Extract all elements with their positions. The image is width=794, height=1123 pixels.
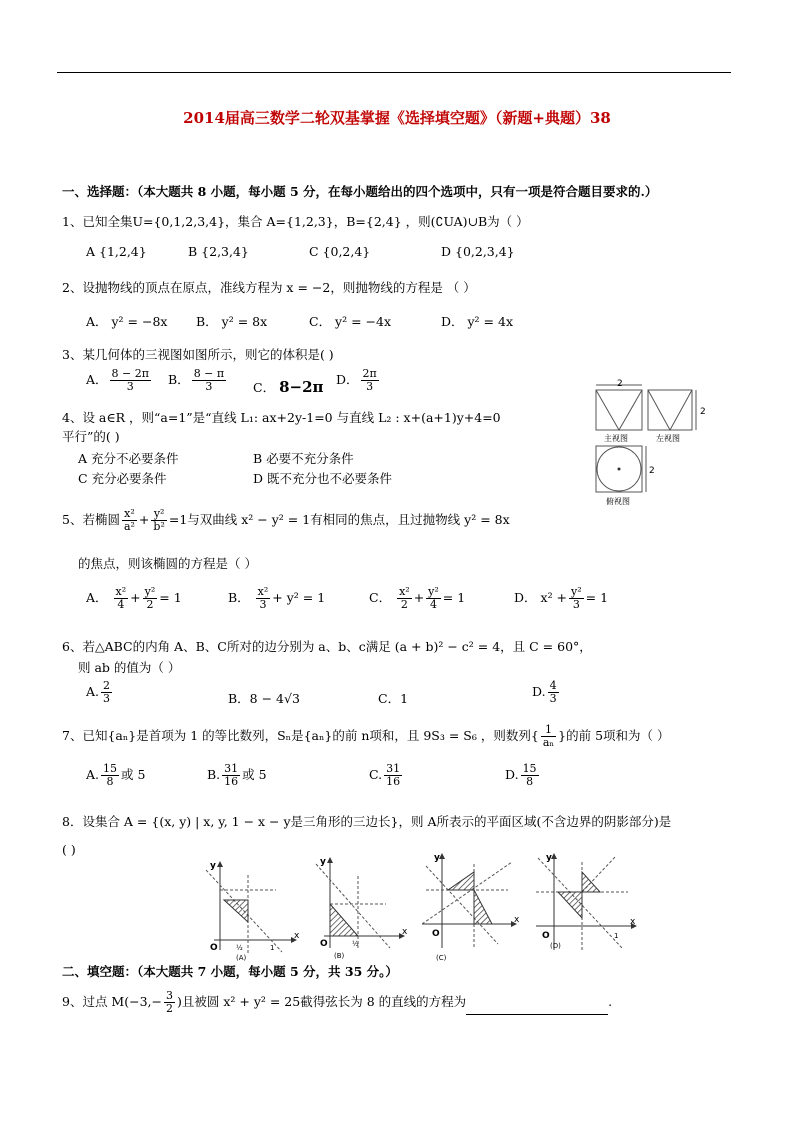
svg-text:(A): (A)	[236, 954, 247, 962]
q8-graph-options	[196, 852, 656, 962]
svg-text:(D): (D)	[550, 942, 561, 950]
q4-option-c: C 充分必要条件	[78, 471, 167, 486]
question-5-line-2: 的焦点，则该椭圆的方程是（ ）	[78, 556, 257, 571]
q2-option-b: B． y² = 8x	[196, 314, 268, 329]
q1-option-d: D {0,2,3,4}	[441, 244, 515, 259]
svg-text:1: 1	[614, 932, 619, 940]
q3-option-d: D． $\frac{2\pi}{3}$	[336, 367, 377, 393]
svg-text:½: ½	[236, 944, 243, 952]
q3-option-a: A． $\frac{8 - 2\pi}{3}$	[86, 367, 149, 393]
question-1: 1、已知全集U={0,1,2,3,4}，集合 A={1,2,3}，B={2,4} ，则(∁UA)∪B为（ ）	[62, 214, 529, 229]
q7-option-c: C. $\frac{31}{16}$	[369, 762, 401, 788]
q1-option-c: C {0,2,4}	[309, 244, 371, 259]
q4-option-b: B 必要不充分条件	[253, 451, 354, 466]
q7-option-a: A. $\frac{15}{8}$ 或 5	[86, 762, 146, 788]
question-3: 3、某几何体的三视图如图所示，则它的体积是( )	[62, 347, 334, 362]
question-6-line-2: 则 ab 的值为（ ）	[78, 660, 181, 675]
svg-text:y: y	[320, 857, 326, 867]
svg-text:2: 2	[649, 466, 655, 476]
q3-option-b: B． $\frac{8 - \pi}{3}$	[168, 367, 225, 393]
question-8-line-2: ( )	[62, 842, 76, 857]
q1-option-a: A {1,2,4}	[86, 244, 147, 259]
svg-text:俯视图: 俯视图	[606, 497, 630, 506]
q4-option-a: A 充分不必要条件	[78, 451, 179, 466]
svg-text:O: O	[542, 931, 550, 941]
question-7: 7、已知{aₙ}是首项为 1 的等比数列，Sₙ是{aₙ}的前 n项和，且 9S₃ = S₆ ，则数列{ $\frac{1}{\text{aₙ}}$ }的前 5项和为（ ）	[62, 723, 670, 749]
svg-text:O: O	[432, 929, 440, 939]
svg-text:主视图: 主视图	[604, 434, 628, 443]
svg-text:1: 1	[270, 944, 275, 952]
question-9: 9、过点 M(−3,− $\frac{3}{2}$ )且被圆 x² + y² = 25截得弦长为 8 的直线的方程为 .	[62, 989, 613, 1015]
page-title: 2014届高三数学二轮双基掌握《选择填空题》（新题+典题）38	[183, 109, 611, 127]
q3-option-c: C． 8−2π	[253, 378, 324, 396]
q2-option-a: A． y² = −8x	[86, 314, 168, 329]
question-4-line-2: 平行”的( )	[62, 429, 120, 444]
svg-text:左视图: 左视图	[656, 434, 680, 443]
q5-option-b: B． $\frac{\text{x²}}{3}$ + y² = 1	[228, 585, 326, 611]
q5-option-a: A． $\frac{\text{x²}}{4}$ + $\frac{\text{y²}}{2}$ = 1	[86, 585, 182, 611]
question-4-line-1: 4、设 a∈R ，则“a=1”是“直线 L₁: ax+2y-1=0 与直线 L₂ : x+(a+1)y+4=0	[62, 410, 501, 425]
question-8-line-1: 8．设集合 A = {(x, y) | x, y, 1 − x − y是三角形的三边长}，则 A所表示的平面区域(不含边界的阴影部分)是	[62, 814, 672, 829]
svg-text:x: x	[514, 915, 520, 925]
question-2: 2、设抛物线的顶点在原点，准线方程为 x = −2，则抛物线的方程是 （ ）	[62, 280, 476, 295]
q4-option-d: D 既不充分也不必要条件	[253, 471, 392, 486]
section-1-heading: 一、选择题：（本大题共 8 小题，每小题 5 分，在每小题给出的四个选项中，只有一项是符合题目要求的.）	[62, 184, 658, 199]
svg-text:2: 2	[700, 407, 706, 417]
svg-text:y: y	[434, 853, 440, 863]
q6-option-b: B．8 − 4√3	[228, 691, 300, 706]
three-view-figure	[590, 378, 712, 510]
svg-text:(C): (C)	[436, 954, 447, 962]
question-5-line-1: 5、若椭圆 $\frac{\text{x²}}{\text{a²}}$ + $\frac{\text{y²}}{\text{b²}}$ =1与双曲线 x² − y² = 1有相同的焦点，且过抛物线 y² = 8x	[62, 507, 510, 533]
q1-option-b: B {2,3,4}	[188, 244, 249, 259]
svg-text:x: x	[294, 931, 300, 941]
q6-option-a: A. $\frac{2}{3}$	[86, 679, 111, 705]
section-2-heading: 二、填空题：（本大题共 7 小题，每小题 5 分，共 35 分。）	[62, 964, 398, 979]
svg-text:y: y	[210, 861, 216, 871]
q7-option-d: D. $\frac{15}{8}$	[505, 762, 537, 788]
svg-text:O: O	[210, 943, 218, 953]
svg-text:x: x	[630, 917, 636, 927]
q8-graph-a	[206, 861, 300, 962]
svg-text:½: ½	[352, 940, 359, 948]
q5-option-d: D． x² + $\frac{\text{y²}}{3}$ = 1	[514, 585, 609, 611]
q9-answer-blank[interactable]	[466, 1002, 608, 1015]
q8-graph-b	[316, 857, 408, 960]
top-rule	[57, 72, 731, 73]
q2-option-c: C． y² = −4x	[309, 314, 392, 329]
svg-text:O: O	[320, 939, 328, 949]
q5-option-c: C． $\frac{\text{x²}}{2}$ + $\frac{\text{y²}}{4}$ = 1	[369, 585, 466, 611]
svg-text:(B): (B)	[334, 952, 345, 960]
q6-option-c: C．1	[378, 691, 409, 706]
svg-text:y: y	[546, 853, 552, 863]
svg-text:2: 2	[617, 379, 623, 389]
q7-option-b: B. $\frac{31}{16}$ 或 5	[207, 762, 267, 788]
q2-option-d: D． y² = 4x	[441, 314, 513, 329]
q6-option-d: D. $\frac{4}{3}$	[532, 679, 557, 705]
q8-graph-d	[536, 853, 636, 950]
q8-graph-c	[422, 853, 520, 962]
svg-text:x: x	[402, 927, 408, 937]
question-6-line-1: 6、若△ABC的内角 A、B、C所对的边分别为 a、b、c满足 (a + b)² − c² = 4，且 C = 60°，	[62, 639, 592, 654]
